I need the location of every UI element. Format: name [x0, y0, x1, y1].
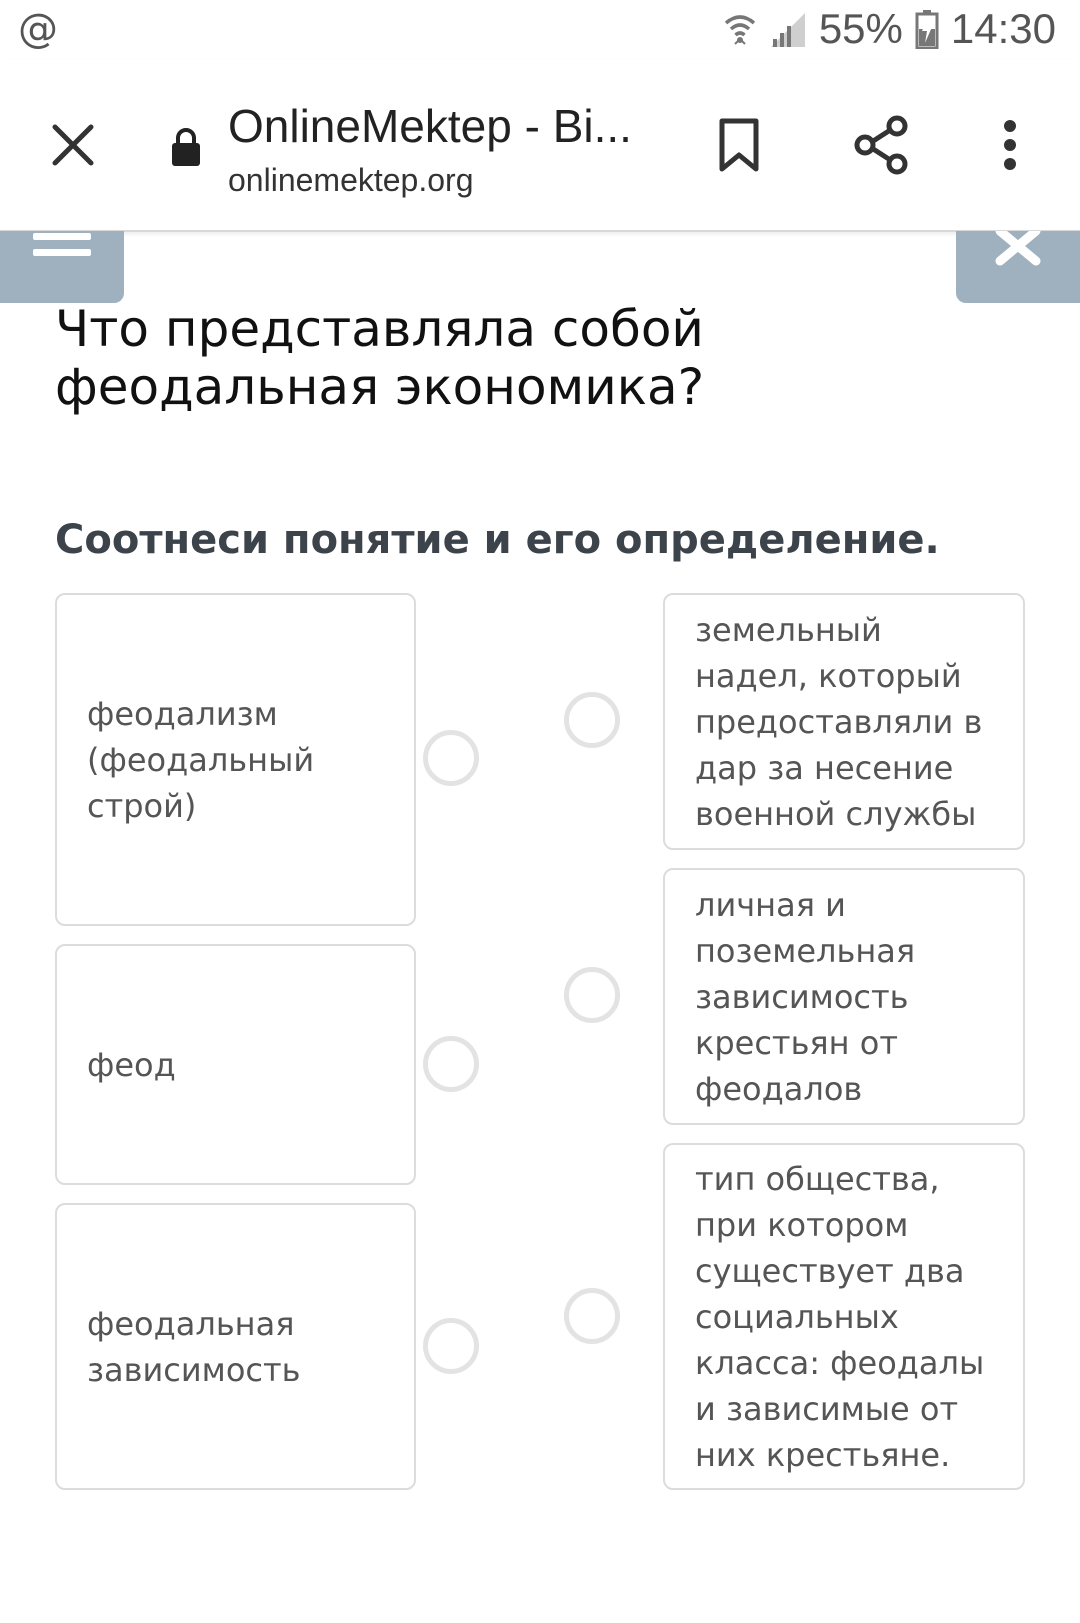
- definition-card[interactable]: [663, 1143, 1025, 1490]
- close-panel-button[interactable]: [956, 231, 1080, 303]
- term-radio[interactable]: [423, 730, 479, 786]
- bookmark-icon: [718, 117, 760, 173]
- definition-text: тип общества, при котором существует два социальных класса: феодалы и зависимые от них крестьяне.: [695, 1159, 985, 1474]
- definition-radio[interactable]: [564, 1288, 620, 1344]
- battery-icon: [915, 9, 939, 49]
- close-tab-button[interactable]: [38, 110, 108, 180]
- bookmark-button[interactable]: [706, 112, 772, 178]
- close-icon: [956, 231, 1080, 303]
- browser-toolbar: [0, 60, 1080, 232]
- definition-text: личная и поземельная зависимость крестьян от феодалов: [695, 885, 916, 1108]
- term-card[interactable]: [55, 1203, 416, 1490]
- wifi-icon: [723, 9, 757, 49]
- term-radio[interactable]: [423, 1318, 479, 1374]
- battery-percent: 55%: [818, 5, 903, 52]
- status-indicators: [723, 4, 1056, 54]
- term-text: феодальная зависимость: [87, 1304, 301, 1389]
- lock-icon: [166, 122, 206, 172]
- status-bar: [0, 0, 1080, 60]
- page-title: OnlineMektep - Bi...: [228, 100, 632, 152]
- signal-icon: [769, 9, 807, 49]
- term-text: феод: [87, 1045, 176, 1084]
- term-card[interactable]: [55, 593, 416, 926]
- clock: 14:30: [950, 5, 1056, 52]
- definition-radio[interactable]: [564, 967, 620, 1023]
- term-card[interactable]: [55, 944, 416, 1185]
- more-vertical-icon: [1003, 119, 1017, 171]
- definition-card[interactable]: [663, 593, 1025, 850]
- share-icon: [853, 115, 909, 175]
- close-icon: [51, 123, 95, 167]
- term-radio[interactable]: [423, 1036, 479, 1092]
- more-options-button[interactable]: [980, 110, 1040, 180]
- page-url: onlinemektep.org: [228, 162, 474, 198]
- at-sign-icon: @: [18, 6, 58, 52]
- definition-text: земельный надел, который предоставляли в дар за несение военной службы: [695, 610, 983, 833]
- term-text: феодализм (феодальный строй): [87, 694, 315, 825]
- page-title-block[interactable]: [228, 98, 648, 202]
- question-line-2: феодальная экономика?: [55, 358, 705, 416]
- menu-button[interactable]: [0, 231, 124, 303]
- question-line-1: Что представляла собой: [55, 300, 704, 358]
- definition-card[interactable]: [663, 868, 1025, 1125]
- instruction-text: Соотнеси понятие и его определение.: [55, 517, 940, 563]
- question-title: [55, 300, 955, 416]
- definition-radio[interactable]: [564, 692, 620, 748]
- share-button[interactable]: [846, 110, 916, 180]
